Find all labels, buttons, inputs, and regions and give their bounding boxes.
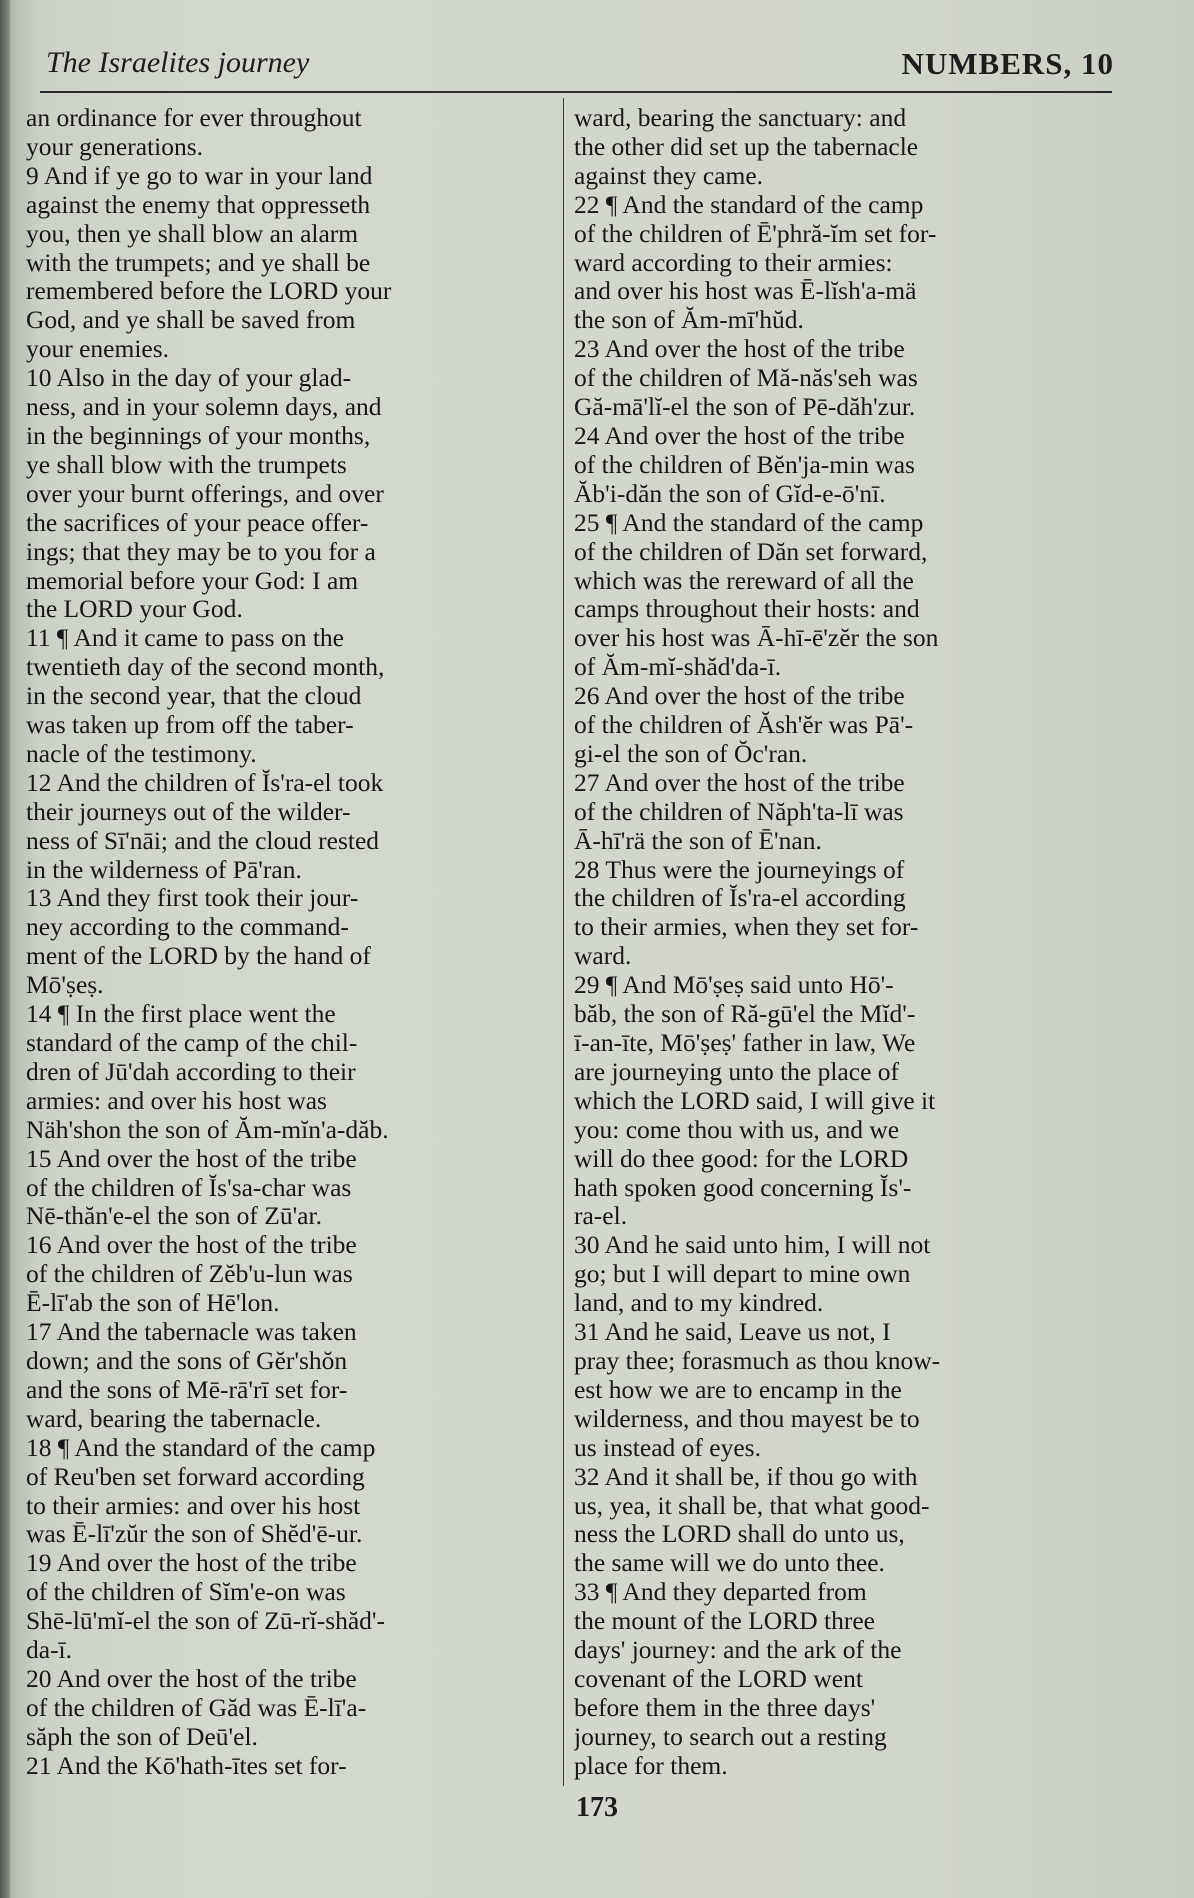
text-line: God, and ye shall be saved from	[26, 306, 356, 335]
text-line: 22 ¶ And the standard of the camp	[574, 190, 924, 219]
text-line: Ā-hī'rä the son of Ē'nan.	[574, 826, 822, 855]
text-line: go; but I will depart to mine own	[574, 1260, 911, 1289]
text-line: of the children of Bĕn'ja-min was	[574, 450, 915, 479]
text-line: and the sons of Mē-rā'rī set for-	[26, 1375, 348, 1404]
text-line: which the LORD said, I will give it	[574, 1086, 936, 1115]
running-head-left: The Israelites journey	[46, 46, 310, 79]
text-line: journey, to search out a resting	[574, 1722, 887, 1751]
text-line: 15 And over the host of the tribe	[26, 1144, 357, 1173]
text-line: the children of Ĭs'ra-el according	[574, 884, 906, 913]
text-line: Ăb'i-dăn the son of Gĭd-e-ō'nī.	[574, 479, 886, 508]
text-line: Shē-lū'mĭ-el the son of Zū-rĭ-shăd'-	[26, 1607, 386, 1636]
text-line: against they came.	[574, 161, 764, 190]
text-line: in the wilderness of Pā'ran.	[26, 855, 302, 884]
text-line: 19 And over the host of the tribe	[26, 1549, 357, 1578]
text-line: 9 And if ye go to war in your land	[26, 161, 373, 190]
text-line: the son of Ăm-mī'hŭd.	[574, 306, 804, 335]
text-line: 33 ¶ And they departed from	[574, 1578, 867, 1607]
text-line: 17 And the tabernacle was taken	[26, 1318, 357, 1347]
header-rule	[40, 91, 1112, 93]
text-line: ward according to their armies:	[574, 248, 893, 277]
text-line: over your burnt offerings, and over	[26, 479, 384, 508]
text-line: with the trumpets; and ye shall be	[26, 248, 371, 277]
text-line: days' journey: and the ark of the	[574, 1636, 902, 1665]
text-line: before them in the three days'	[574, 1693, 876, 1722]
text-line: the LORD your God.	[26, 595, 243, 624]
text-line: memorial before your God: I am	[26, 566, 359, 595]
text-line: 26 And over the host of the tribe	[574, 682, 905, 711]
text-line: the other did set up the tabernacle	[574, 132, 919, 161]
text-line: the mount of the LORD three	[574, 1607, 875, 1636]
text-line: of the children of Mă-năs'seh was	[574, 364, 918, 393]
running-head-right: NUMBERS, 10	[901, 46, 1114, 81]
text-line: ward, bearing the sanctuary: and	[574, 104, 907, 132]
text-line: 30 And he said unto him, I will not	[574, 1231, 931, 1260]
text-line: ye shall blow with the trumpets	[26, 450, 347, 479]
text-line: land, and to my kindred.	[574, 1289, 824, 1318]
text-line: in the second year, that the cloud	[26, 682, 362, 711]
text-line: you: come thou with us, and we	[574, 1115, 900, 1144]
text-line: wilderness, and thou mayest be to	[574, 1404, 920, 1433]
text-line: 31 And he said, Leave us not, I	[574, 1318, 891, 1347]
text-line: gi-el the son of Ŏc'ran.	[574, 739, 808, 768]
text-line: ī-an-īte, Mō'ṣeṣ' father in law, We	[574, 1029, 916, 1057]
text-line: da-ī.	[26, 1636, 73, 1665]
text-line: of Ăm-mĭ-shăd'da-ī.	[574, 653, 782, 682]
text-line: armies: and over his host was	[26, 1086, 327, 1115]
text-line: the sacrifices of your peace offer-	[26, 508, 369, 537]
text-line: 12 And the children of Ĭs'ra-el took	[26, 768, 384, 797]
text-line: are journeying unto the place of	[574, 1057, 900, 1086]
text-line: of the children of Zĕb'u-lun was	[26, 1260, 353, 1289]
text-line: in the beginnings of your months,	[26, 421, 371, 450]
text-line: camps throughout their hosts: and	[574, 595, 920, 624]
text-line: over his host was Ā-hī-ē'zĕr the son	[574, 624, 939, 653]
text-line: down; and the sons of Gĕr'shŏn	[26, 1346, 348, 1375]
text-line: of Reu'ben set forward according	[26, 1462, 365, 1491]
page-number: 173	[576, 1792, 618, 1823]
text-line: nacle of the testimony.	[26, 739, 257, 768]
text-line: dren of Jū'dah according to their	[26, 1057, 356, 1086]
left-column	[26, 104, 553, 1784]
text-line: against the enemy that oppresseth	[26, 190, 371, 219]
text-line: to their armies: and over his host	[26, 1491, 361, 1520]
text-line: your enemies.	[26, 335, 170, 364]
text-line: will do thee good: for the LORD	[574, 1144, 909, 1173]
text-line: 13 And they first took their jour-	[26, 884, 359, 913]
text-line: Ē-lī'ab the son of Hē'lon.	[26, 1289, 280, 1318]
text-line: săph the son of Deū'el.	[26, 1722, 258, 1751]
text-line: ward, bearing the tabernacle.	[26, 1404, 322, 1433]
text-line: twentieth day of the second month,	[26, 653, 385, 682]
text-line: Näh'shon the son of Ăm-mĭn'a-dăb.	[26, 1115, 389, 1144]
text-line: was Ē-lī'zŭr the son of Shĕd'ē-ur.	[26, 1520, 363, 1549]
text-line: us instead of eyes.	[574, 1433, 761, 1462]
text-line: 25 ¶ And the standard of the camp	[574, 508, 924, 537]
text-line: 29 ¶ And Mō'ṣeṣ said unto Hō'-	[574, 971, 894, 1000]
text-line: an ordinance for ever throughout	[26, 104, 362, 132]
text-line: their journeys out of the wilder-	[26, 797, 351, 826]
text-line: of the children of Ē'phră-ĭm set for-	[574, 219, 937, 248]
text-line: ness of Sī'nāi; and the cloud rested	[26, 826, 380, 855]
text-line: hath spoken good concerning Ĭs'-	[574, 1173, 912, 1202]
text-line: of the children of Sĭm'e-on was	[26, 1578, 346, 1607]
text-line: ment of the LORD by the hand of	[26, 942, 371, 971]
text-line: covenant of the LORD went	[574, 1664, 863, 1693]
text-line: ney according to the command-	[26, 913, 349, 942]
text-line: Mō'ṣeṣ.	[26, 971, 104, 1000]
text-line: 18 ¶ And the standard of the camp	[26, 1433, 376, 1462]
text-line: ness the LORD shall do unto us,	[574, 1520, 905, 1549]
text-line: băb, the son of Ră-gū'el the Mĭd'-	[574, 1000, 916, 1029]
right-column	[574, 104, 1106, 1784]
text-line: to their armies, when they set for-	[574, 913, 919, 942]
text-line: you, then ye shall blow an alarm	[26, 219, 359, 248]
text-line: 10 Also in the day of your glad-	[26, 364, 352, 393]
text-line: 27 And over the host of the tribe	[574, 768, 905, 797]
text-line: of the children of Ĭs'sa-char was	[26, 1173, 352, 1202]
text-line: was taken up from off the taber-	[26, 711, 354, 740]
text-line: of the children of Năph'ta-lī was	[574, 797, 904, 826]
text-line: pray thee; forasmuch as thou know-	[574, 1346, 941, 1375]
text-line: 11 ¶ And it came to pass on the	[26, 624, 344, 653]
text-line: remembered before the LORD your	[26, 277, 392, 306]
text-line: 14 ¶ In the first place went the	[26, 1000, 336, 1029]
text-line: which was the rereward of all the	[574, 566, 914, 595]
text-line: 32 And it shall be, if thou go with	[574, 1462, 918, 1491]
text-line: ness, and in your solemn days, and	[26, 393, 382, 422]
text-line: of the children of Ăsh'ĕr was Pā'-	[574, 711, 914, 740]
text-line: the same will we do unto thee.	[574, 1549, 885, 1578]
text-line: Nē-thăn'e-el the son of Zū'ar.	[26, 1202, 322, 1231]
text-line: place for them.	[574, 1751, 728, 1780]
column-divider	[563, 98, 564, 1786]
text-line: of the children of Dăn set forward,	[574, 537, 928, 566]
text-line: your generations.	[26, 132, 204, 161]
text-line: 23 And over the host of the tribe	[574, 335, 905, 364]
text-line: 28 Thus were the journeyings of	[574, 855, 905, 884]
text-line: ra-el.	[574, 1202, 628, 1231]
text-line: and over his host was Ē-lĭsh'a-mä	[574, 277, 917, 306]
text-line: 21 And the Kō'hath-ītes set for-	[26, 1751, 347, 1780]
text-line: of the children of Găd was Ē-lī'a-	[26, 1693, 367, 1722]
text-line: 16 And over the host of the tribe	[26, 1231, 357, 1260]
text-line: ward.	[574, 942, 632, 971]
book-spine-shadow	[0, 0, 10, 1898]
text-line: 20 And over the host of the tribe	[26, 1664, 357, 1693]
text-line: est how we are to encamp in the	[574, 1375, 902, 1404]
text-line: us, yea, it shall be, that what good-	[574, 1491, 930, 1520]
text-line: ings; that they may be to you for a	[26, 537, 376, 566]
text-line: Gă-mā'lĭ-el the son of Pē-dăh'zur.	[574, 393, 916, 422]
text-line: standard of the camp of the chil-	[26, 1029, 358, 1057]
text-line: 24 And over the host of the tribe	[574, 421, 905, 450]
